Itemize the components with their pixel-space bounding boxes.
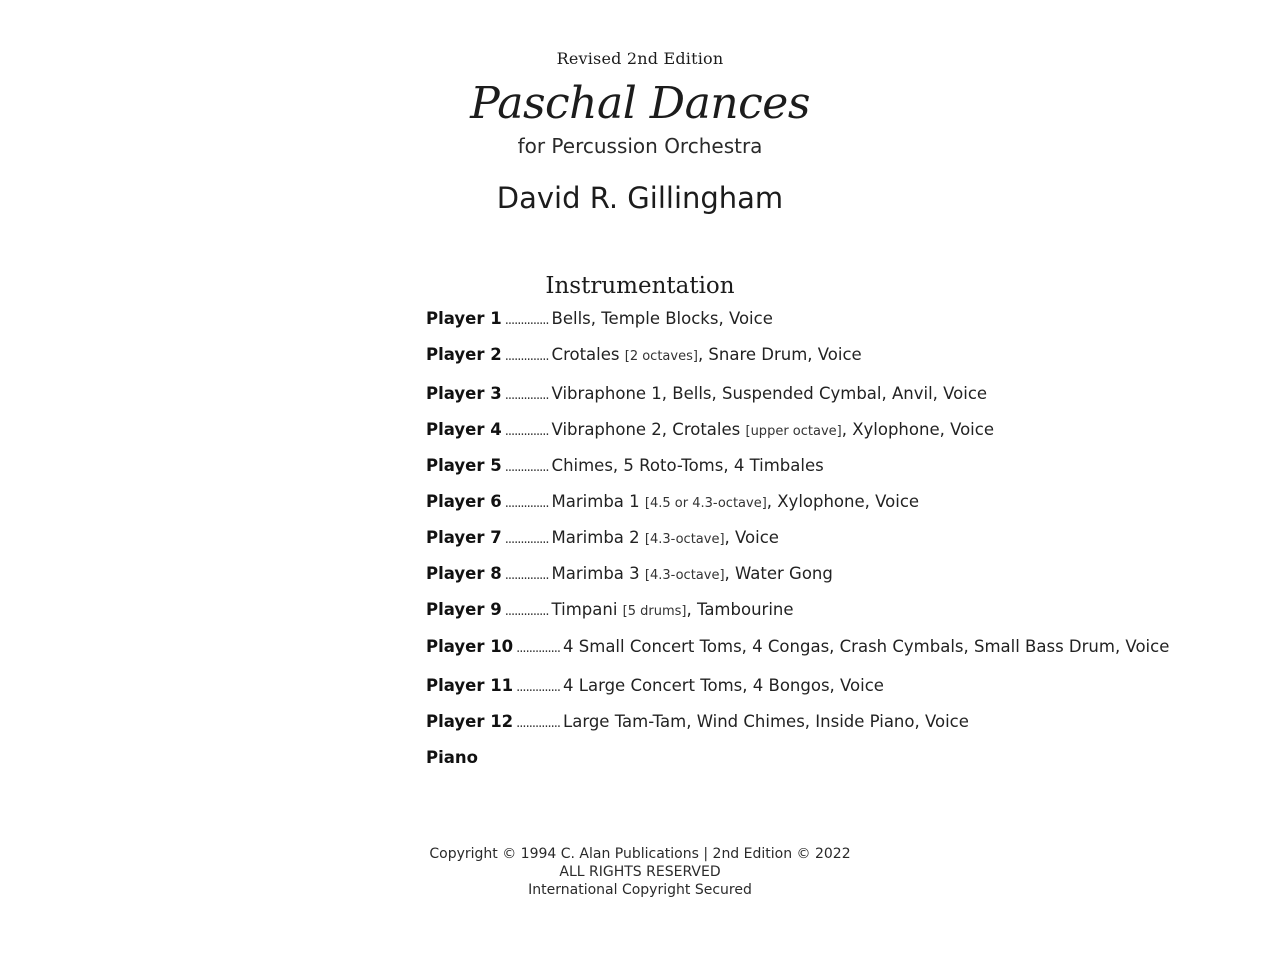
instrument-note: [upper octave] <box>745 424 842 439</box>
instruments-rest: , Water Gong <box>724 564 833 583</box>
instruments: Large Tam-Tam, Wind Chimes, Inside Piano, Voice <box>563 712 969 731</box>
instrumentation-heading: Instrumentation <box>545 273 735 299</box>
player-label: Player 4 <box>426 420 502 439</box>
player-row-10 <box>426 637 1169 659</box>
dot-leader: .............. <box>504 388 549 403</box>
instruments: Bells, Temple Blocks, Voice <box>551 309 773 328</box>
instruments: Marimba 3 <box>551 564 640 583</box>
instruments-rest: , Voice <box>724 528 779 547</box>
instruments-rest: , Snare Drum, Voice <box>697 345 862 364</box>
player-row-4 <box>426 420 994 442</box>
instruments: Chimes, 5 Roto-Toms, 4 Timbales <box>551 456 824 475</box>
dot-leader: .............. <box>504 460 549 475</box>
player-label: Player 3 <box>426 384 502 403</box>
copyright-line: Copyright © 1994 C. Alan Publications | 2nd Edition © 2022 <box>429 846 851 862</box>
composer-name: David R. Gillingham <box>496 181 784 215</box>
dot-leader: .............. <box>516 641 561 656</box>
dot-leader: .............. <box>504 424 549 439</box>
instruments: 4 Large Concert Toms, 4 Bongos, Voice <box>563 676 884 695</box>
instrument-note: [4.3-octave] <box>644 532 725 547</box>
player-row-12 <box>426 712 969 734</box>
instruments: Marimba 2 <box>551 528 640 547</box>
piece-title: Paschal Dances <box>470 78 810 129</box>
player-row-1 <box>426 309 773 331</box>
secured-line: International Copyright Secured <box>528 882 752 898</box>
player-row-11 <box>426 676 884 698</box>
instruments: Timpani <box>551 600 618 619</box>
player-label: Player 1 <box>426 309 502 328</box>
instruments-rest: , Xylophone, Voice <box>841 420 994 439</box>
player-label: Player 12 <box>426 712 514 731</box>
player-label: Player 7 <box>426 528 502 547</box>
instruments: Vibraphone 2, Crotales <box>551 420 741 439</box>
instruments-rest: , Tambourine <box>686 600 794 619</box>
player-label: Player 6 <box>426 492 502 511</box>
dot-leader: .............. <box>504 313 549 328</box>
dot-leader: .............. <box>504 532 549 547</box>
player-label: Player 10 <box>426 637 514 656</box>
instrument-note: [5 drums] <box>622 604 687 619</box>
instruments: Marimba 1 <box>551 492 640 511</box>
edition-label: Revised 2nd Edition <box>556 49 724 68</box>
player-label: Player 5 <box>426 456 502 475</box>
player-row-2 <box>426 345 862 367</box>
dot-leader: .............. <box>504 568 549 583</box>
player-label: Player 2 <box>426 345 502 364</box>
instruments: Crotales <box>551 345 620 364</box>
player-row-6 <box>426 492 919 514</box>
player-row-7 <box>426 528 779 550</box>
dot-leader: .............. <box>516 680 561 695</box>
player-label: Player 11 <box>426 676 514 695</box>
rights-line: ALL RIGHTS RESERVED <box>559 864 721 880</box>
player-row-8 <box>426 564 833 586</box>
piano-row <box>426 748 478 768</box>
instrument-note: [4.5 or 4.3-octave] <box>644 496 767 511</box>
dot-leader: .............. <box>504 604 549 619</box>
piece-subtitle: for Percussion Orchestra <box>517 134 763 158</box>
instruments-rest: , Xylophone, Voice <box>766 492 920 511</box>
instrument-note: [2 octaves] <box>624 349 698 364</box>
player-label: Player 9 <box>426 600 502 619</box>
instruments: Vibraphone 1, Bells, Suspended Cymbal, Anvil, Voice <box>551 384 988 403</box>
player-row-9 <box>426 600 794 622</box>
instrument-note: [4.3-octave] <box>644 568 725 583</box>
dot-leader: .............. <box>516 716 561 731</box>
player-row-3 <box>426 384 987 406</box>
instruments: 4 Small Concert Toms, 4 Congas, Crash Cymbals, Small Bass Drum, Voice <box>563 637 1170 656</box>
dot-leader: .............. <box>504 496 549 511</box>
player-row-5 <box>426 456 824 478</box>
dot-leader: .............. <box>504 349 549 364</box>
piano-label: Piano <box>426 748 478 767</box>
player-label: Player 8 <box>426 564 502 583</box>
copyright-footer <box>0 845 1280 899</box>
